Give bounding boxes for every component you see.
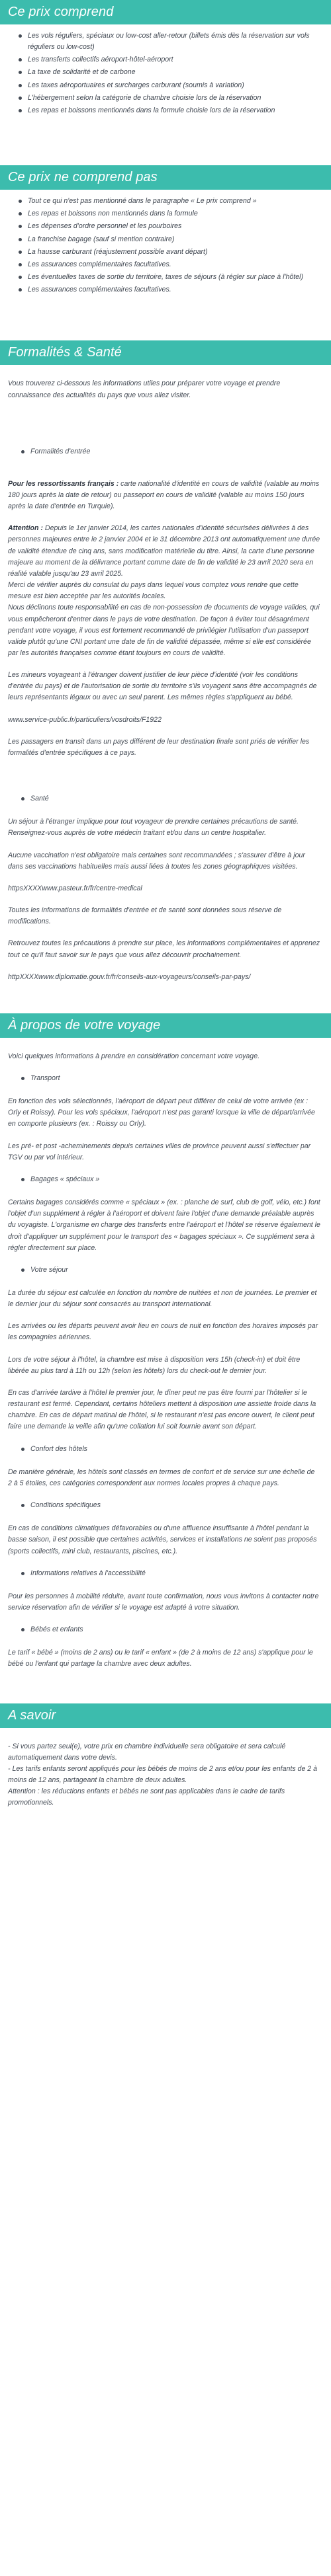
transport-paragraph-1: En fonction des vols sélectionnés, l'aéroport de départ peut différer de celui de votre arrivée (ex : Orly et Roissy). Pour les vols spéciaux, l'aéroport n'est pas garanti lorsque la ville de départ/arrivée en comporte plusieurs (ex. : Roissy ou Orly). (8, 1097, 315, 1128)
formalities-section (0, 378, 331, 982)
baggage-heading (8, 1174, 320, 1185)
babies-heading (8, 1624, 320, 1635)
spacer (0, 994, 331, 1013)
transport-label: Transport (21, 1073, 320, 1084)
diplomatie-link[interactable]: httpXXXXwww.diplomatie.gouv.fr/fr/conseils-aux-voyageurs/conseils-par-pays/ (8, 972, 251, 981)
comfort-heading (8, 1444, 320, 1455)
conditions-heading (8, 1500, 320, 1511)
stay-paragraph-2: Les arrivées ou les départs peuvent avoir lieu en cours de nuit en fonction des horaires imposés par les compagnies aériennes. (8, 1322, 318, 1342)
comfort-paragraph: De manière générale, les hôtels sont classés en termes de confort et de service sur une échelle de 2 à 5 étoiles, ces catégories correspondent aux normes locales propres à chaque pays. (8, 1467, 315, 1487)
list-item: Les assurances complémentaires facultatives. (19, 284, 320, 295)
to-know-line-1: - Si vous partez seul(e), votre prix en chambre individuelle sera obligatoire et sera calculé automatiquement dans votre devis. (8, 1742, 286, 1762)
list-item: Les dépenses d'ordre personnel et les pourboires (19, 221, 320, 232)
price-excludes-list (8, 190, 320, 295)
list-item: Les vols réguliers, spéciaux ou low-cost aller-retour (billets émis dès la réservation sur vols réguliers ou low-cost) (19, 30, 320, 53)
conditions-paragraph: En cas de conditions climatiques défavorables ou d'une affluence insuffisante à l'hôtel pendant la basse saison, il est possible que certaines activités, services et installations ne soient pas proposés (sports collectifs, mini club, restaurants, piscines, etc.). (8, 1524, 317, 1555)
list-item: Les assurances complémentaires facultatives. (19, 259, 320, 270)
attention-text: Depuis le 1er janvier 2014, les cartes nationales d'identité sécurisées délivrées à des personnes majeures entre le 2 janvier 2004 et le 31 décembre 2013 ont automatiquement une durée de validité étendue de cinq ans, sans modification matérielle du titre. Ainsi, la carte d'une personne majeure au moment de la délivrance portant comme date de fin de validité le 23 avril 2020 sera en réalité valable jusqu'au 23 avril 2025. (8, 524, 320, 578)
health-label: Santé (21, 793, 320, 804)
attention-text-2: Merci de vérifier auprès du consulat du pays dans lequel vous comptez vous rendre que cette mesure est bien acceptée par les autorités locales. (8, 581, 299, 601)
about-trip-title: À propos de votre voyage (0, 1013, 331, 1038)
price-excludes-section (0, 190, 331, 295)
price-includes-section (0, 24, 331, 116)
stay-paragraph-1: La durée du séjour est calculée en fonction du nombre de nuitées et non de journées. Le premier et le dernier jour du séjour sont consacrés au transport international. (8, 1289, 317, 1309)
mobility-paragraph: Pour les personnes à mobilité réduite, avant toute confirmation, nous vous invitons à contacter notre service réservation afin de vérifier si le voyage est adapté à votre situation. (8, 1592, 319, 1612)
attention-bold: Attention : (8, 524, 43, 533)
list-item: Les repas et boissons mentionnés dans la formule choisie lors de la réservation (19, 105, 320, 116)
transit-paragraph: Les passagers en transit dans un pays différent de leur destination finale sont priés de vérifier les formalités d'entrée spécifiques à ce pays. (8, 737, 310, 757)
transport-heading (8, 1073, 320, 1084)
list-item: Les éventuelles taxes de sortie du territoire, taxes de séjours (à régler sur place à l'hôtel) (19, 272, 320, 283)
baggage-label: Bagages « spéciaux » (21, 1174, 320, 1185)
baggage-paragraph: Certains bagages considérés comme « spéciaux » (ex. : planche de surf, club de golf, vélo, etc.) font l'objet d'un supplément à régler à l'aéroport et doivent faire l'objet d'une demande préalable auprès du voyagiste. L'organisme en charge des transferts entre l'aéroport et l'hôtel se réserve également le droit d'appliquer un supplément pour le transport des « bagages spéciaux ». Ce supplément sera à régler directement sur place. (8, 1198, 320, 1252)
health-paragraph-3: Toutes les informations de formalités d'entrée et de santé sont données sous réserve de modifications. (8, 906, 282, 926)
list-item: L'hébergement selon la catégorie de chambre choisie lors de la réservation (19, 93, 320, 104)
stay-paragraph-4: En cas d'arrivée tardive à l'hôtel le premier jour, le dîner peut ne pas être fourni par l'hôtelier si le restaurant est fermé. Cependant, certains hôteliers mettent à disposition une assiette froide dans la chambre. En cas de départ matinal de l'hôtel, si le restaurant n'est pas encore ouvert, le client peut faire une demande la veille afin qu'une collation lui soit fournie avant son départ. (8, 1388, 316, 1431)
residents-bold: Pour les ressortissants français : (8, 479, 119, 488)
spacer (0, 297, 331, 340)
entry-label: Formalités d'entrée (21, 446, 320, 457)
babies-paragraph: Le tarif « bébé » (moins de 2 ans) ou le tarif « enfant » (de 2 à moins de 12 ans) s'applique pour le bébé ou l'enfant qui partage la chambre avec deux adultes. (8, 1649, 313, 1668)
price-excludes-title: Ce prix ne comprend pas (0, 165, 331, 190)
comfort-label: Confort des hôtels (21, 1444, 320, 1455)
spacer (0, 118, 331, 165)
residents-paragraph (8, 479, 320, 512)
to-know-section (0, 1741, 331, 1809)
list-item: Tout ce qui n'est pas mentionné dans le paragraphe « Le prix comprend » (19, 196, 320, 207)
list-item: La taxe de solidarité et de carbone (19, 67, 320, 78)
list-item: La franchise bagage (sauf si mention contraire) (19, 234, 320, 245)
conditions-label: Conditions spécifiques (21, 1500, 320, 1511)
minors-paragraph: Les mineurs voyageant à l'étranger doivent justifier de leur pièce d'identité (voir les conditions d'entrée du pays) et de l'autorisation de sortie du territoire s'ils voyagent sans être accompagnés de leurs représentants légaux ou avec un seul parent. Les mêmes règles s'appliquent au bébé. (8, 671, 317, 702)
about-trip-section (0, 1051, 331, 1670)
health-paragraph-1: Un séjour à l'étranger implique pour tout voyageur de prendre certaines précautions de santé. Renseignez-vous auprès de votre médecin traitant et/ou dans un centre hospitalier. (8, 818, 299, 838)
stay-label: Votre séjour (21, 1265, 320, 1276)
to-know-line-2: - Les tarifs enfants seront appliqués pour les bébés de moins de 2 ans et/ou pour les enfants de 2 à moins de 12 ans, partageant la chambre de deux adultes. (8, 1764, 318, 1785)
list-item: Les taxes aéroportuaires et surcharges carburant (soumis à variation) (19, 80, 320, 91)
formalities-intro: Vous trouverez ci-dessous les informations utiles pour préparer votre voyage et prendre connaissance des actualités du pays que vous allez visiter. (8, 379, 281, 399)
to-know-line-3: Attention : les réductions enfants et bébés ne sont pas applicables dans le cadre de tarifs promotionnels. (8, 1787, 285, 1807)
list-item: Les transferts collectifs aéroport-hôtel-aéroport (19, 54, 320, 65)
entry-heading (8, 446, 320, 457)
transport-paragraph-2: Les pré- et post -acheminements depuis certaines villes de province peuvent aussi s'effectuer par TGV ou par vol intérieur. (8, 1142, 311, 1161)
health-heading (8, 793, 320, 804)
list-item: La hausse carburant (réajustement possible avant départ) (19, 247, 320, 258)
attention-paragraph (8, 523, 320, 659)
to-know-title: A savoir (0, 1703, 331, 1728)
babies-label: Bébés et enfants (21, 1624, 320, 1635)
stay-paragraph-3: Lors de votre séjour à l'hôtel, la chambre est mise à disposition vers 15h (check-in) et doit être libérée au plus tard à 11h ou 12h (selon les hôtels) lors du check-out le dernier jour. (8, 1355, 301, 1375)
formalities-title: Formalités & Santé (0, 340, 331, 365)
pasteur-link[interactable]: httpsXXXXwww.pasteur.fr/fr/centre-medical (8, 884, 142, 892)
health-paragraph-2: Aucune vaccination n'est obligatoire mais certaines sont recommandées ; s'assurer d'être à jour dans ses vaccinations habituelles mais aussi liées à toutes les zones géographiques visitées. (8, 851, 305, 871)
list-item: Les repas et boissons non mentionnés dans la formule (19, 208, 320, 219)
price-includes-title: Ce prix comprend (0, 0, 331, 24)
health-paragraph-4: Retrouvez toutes les précautions à prendre sur place, les informations complémentaires et apprenez tout ce qu'il faut savoir sur le pays que vous allez découvrir prochainement. (8, 939, 320, 959)
residents-text: carte nationalité d'identité en cours de validité (valable au moins 180 jours après la date de retour) ou passeport en cours de validité (valable au moins 150 jours après la date d'entrée en Turquie). (8, 479, 320, 511)
spacer (0, 1681, 331, 1703)
mobility-heading (8, 1568, 320, 1579)
to-know-paragraph (8, 1741, 320, 1809)
service-public-link[interactable]: www.service-public.fr/particuliers/vosdroits/F1922 (8, 715, 162, 724)
price-includes-list (8, 24, 320, 116)
attention-text-3: Nous déclinons toute responsabilité en cas de non-possession de documents de voyage valides, qui vous empêcheront d'entrer dans le pays de votre destination. De façon à éviter tout désagrément pendant votre voyage, il vous est fortement recommandé de privilégier l'utilisation d'un passeport valide plutôt qu'une CNI portant une date de fin de validité dépassée, même si elle est considérée par les autorités françaises comme étant toujours en cours de validité. (8, 604, 320, 657)
stay-heading (8, 1265, 320, 1276)
mobility-label: Informations relatives à l'accessibilité (21, 1568, 320, 1579)
about-intro: Voici quelques informations à prendre en considération concernant votre voyage. (8, 1052, 260, 1060)
